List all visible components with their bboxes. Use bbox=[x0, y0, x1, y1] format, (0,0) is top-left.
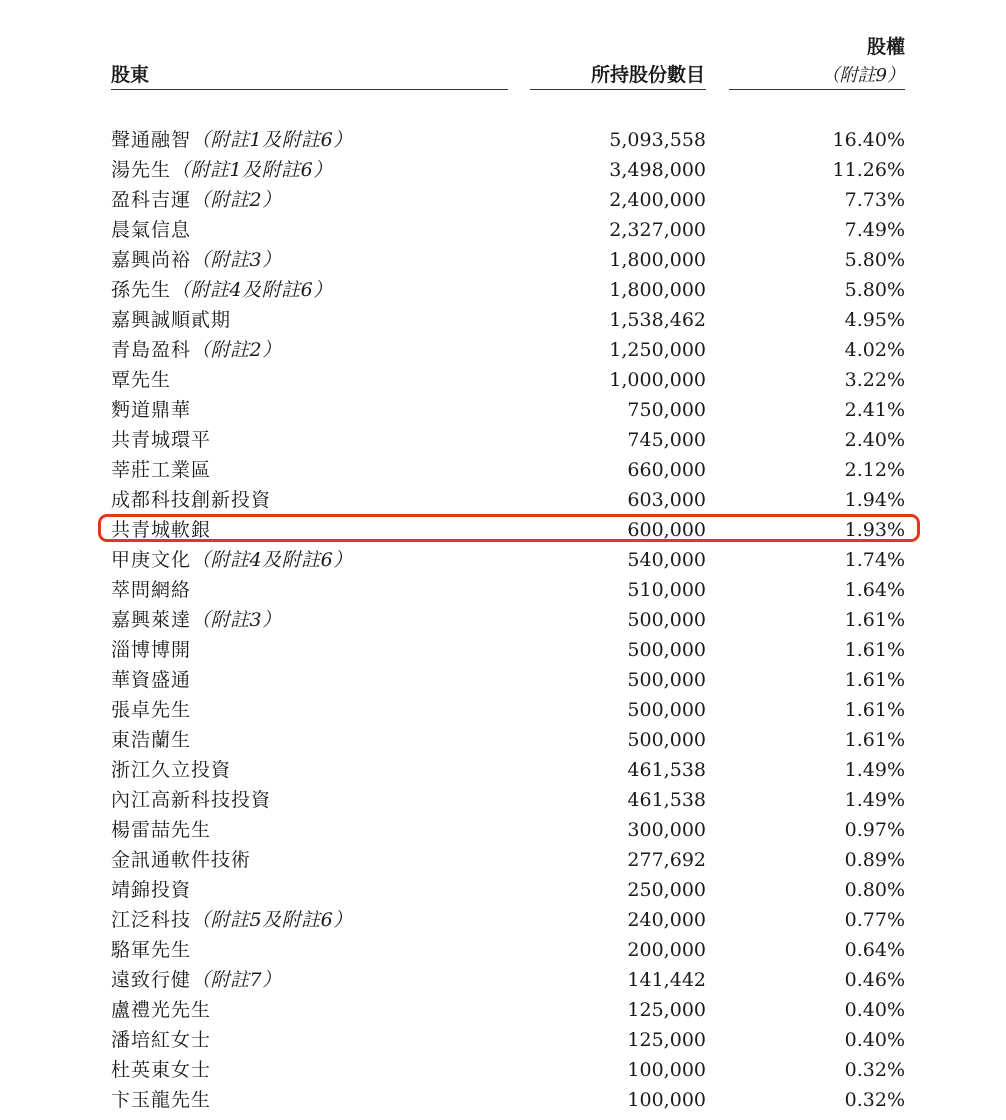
header-shares-held: 所持股份數目 bbox=[590, 64, 705, 86]
shares-held-cell: 100,000 bbox=[627, 1089, 706, 1111]
shareholder-note: （附註4及附註6） bbox=[171, 279, 333, 301]
equity-percent-cell: 0.77% bbox=[844, 909, 905, 931]
table-row bbox=[0, 575, 1006, 605]
shares-held-cell: 240,000 bbox=[627, 909, 706, 931]
shareholder-note: （附註4及附註6） bbox=[191, 549, 353, 571]
table-row bbox=[0, 605, 1006, 635]
table-body bbox=[0, 125, 1006, 1115]
shareholder-name-cell bbox=[111, 1085, 211, 1115]
shareholder-name-cell bbox=[111, 995, 211, 1025]
header-equity-note: （附註9） bbox=[821, 65, 905, 86]
shareholder-name-cell bbox=[111, 785, 271, 815]
table-row bbox=[0, 545, 1006, 575]
shareholder-name-cell bbox=[111, 755, 231, 785]
shareholder-name-cell bbox=[111, 545, 353, 575]
shareholder-name: 青島盈科 bbox=[111, 339, 192, 361]
table-row bbox=[0, 485, 1006, 515]
header-shareholder: 股東 bbox=[111, 64, 150, 86]
shareholder-name-cell bbox=[111, 485, 271, 515]
shareholder-name: 內江高新科技投資 bbox=[111, 789, 272, 811]
shares-held-cell: 510,000 bbox=[627, 579, 706, 601]
equity-percent-cell: 0.40% bbox=[844, 1029, 905, 1051]
table-row bbox=[0, 695, 1006, 725]
shareholder-name-cell bbox=[111, 635, 191, 665]
table-row bbox=[0, 785, 1006, 815]
table-row bbox=[0, 935, 1006, 965]
shares-held-cell: 3,498,000 bbox=[609, 159, 706, 181]
shareholder-name: 麪道鼎華 bbox=[111, 399, 192, 421]
table-row bbox=[0, 665, 1006, 695]
equity-percent-cell: 7.73% bbox=[844, 189, 905, 211]
equity-percent-cell: 1.61% bbox=[844, 669, 905, 691]
table-row bbox=[0, 1025, 1006, 1055]
shares-held-cell: 277,692 bbox=[627, 849, 706, 871]
equity-percent-cell: 0.40% bbox=[844, 999, 905, 1021]
shareholder-name: 卞玉龍先生 bbox=[111, 1089, 212, 1111]
shares-held-cell: 1,538,462 bbox=[609, 309, 706, 331]
shareholder-name: 華資盛通 bbox=[111, 669, 192, 691]
table-row bbox=[0, 875, 1006, 905]
shares-held-cell: 461,538 bbox=[627, 789, 706, 811]
shareholder-name: 甲庚文化 bbox=[111, 549, 192, 571]
shareholder-name-cell bbox=[111, 515, 211, 545]
shares-held-cell: 500,000 bbox=[627, 669, 706, 691]
equity-percent-cell: 1.61% bbox=[844, 639, 905, 661]
shareholder-name-cell bbox=[111, 875, 191, 905]
shareholder-name-cell bbox=[111, 665, 191, 695]
table-row bbox=[0, 515, 1006, 545]
shareholder-name-cell bbox=[111, 365, 171, 395]
shareholder-name-cell bbox=[111, 965, 282, 995]
equity-percent-cell: 1.94% bbox=[844, 489, 905, 511]
shareholder-note: （附註3） bbox=[191, 249, 282, 271]
shareholder-name: 金訊通軟件技術 bbox=[111, 849, 252, 871]
shareholder-name: 張卓先生 bbox=[111, 699, 192, 721]
shareholder-name-cell bbox=[111, 575, 191, 605]
shareholder-name: 共青城軟銀 bbox=[111, 519, 212, 541]
shares-held-cell: 125,000 bbox=[627, 999, 706, 1021]
shareholder-name-cell bbox=[111, 395, 191, 425]
shareholder-name: 杜英東女士 bbox=[111, 1059, 212, 1081]
shareholder-name: 孫先生 bbox=[111, 279, 172, 301]
equity-percent-cell: 2.40% bbox=[844, 429, 905, 451]
shareholder-name-cell bbox=[111, 1055, 211, 1085]
table-row bbox=[0, 425, 1006, 455]
table-row bbox=[0, 815, 1006, 845]
shareholder-name: 嘉興尚裕 bbox=[111, 249, 192, 271]
equity-percent-cell: 7.49% bbox=[844, 219, 905, 241]
shareholder-name-cell bbox=[111, 845, 251, 875]
shareholder-note: （附註2） bbox=[191, 189, 282, 211]
shares-held-cell: 2,400,000 bbox=[609, 189, 706, 211]
shares-held-cell: 300,000 bbox=[627, 819, 706, 841]
equity-percent-cell: 2.12% bbox=[844, 459, 905, 481]
header-rule-shareholder bbox=[111, 89, 508, 90]
equity-percent-cell: 5.80% bbox=[844, 249, 905, 271]
table-row bbox=[0, 845, 1006, 875]
shareholder-name-cell bbox=[111, 155, 333, 185]
shares-held-cell: 500,000 bbox=[627, 609, 706, 631]
shareholder-note: （附註1及附註6） bbox=[171, 159, 333, 181]
shareholder-name-cell bbox=[111, 905, 353, 935]
equity-percent-cell: 11.26% bbox=[832, 159, 905, 181]
table-row bbox=[0, 305, 1006, 335]
equity-percent-cell: 0.32% bbox=[844, 1059, 905, 1081]
equity-percent-cell: 1.61% bbox=[844, 729, 905, 751]
shareholder-name-cell bbox=[111, 185, 282, 215]
table-row bbox=[0, 635, 1006, 665]
shareholder-name-cell bbox=[111, 695, 191, 725]
shareholder-note: （附註7） bbox=[191, 969, 282, 991]
shares-held-cell: 1,800,000 bbox=[609, 249, 706, 271]
table-row bbox=[0, 1055, 1006, 1085]
table-row bbox=[0, 365, 1006, 395]
table-row bbox=[0, 245, 1006, 275]
table-row bbox=[0, 335, 1006, 365]
table-row bbox=[0, 755, 1006, 785]
equity-percent-cell: 1.74% bbox=[844, 549, 905, 571]
shareholder-name-cell bbox=[111, 815, 211, 845]
shares-held-cell: 1,250,000 bbox=[609, 339, 706, 361]
table-row bbox=[0, 155, 1006, 185]
equity-percent-cell: 0.80% bbox=[844, 879, 905, 901]
shareholder-name: 嘉興誠順貳期 bbox=[111, 309, 232, 331]
header-rule-shares bbox=[530, 89, 706, 90]
equity-percent-cell: 5.80% bbox=[844, 279, 905, 301]
equity-percent-cell: 2.41% bbox=[844, 399, 905, 421]
shareholder-name-cell bbox=[111, 935, 191, 965]
equity-percent-cell: 0.97% bbox=[844, 819, 905, 841]
shares-held-cell: 600,000 bbox=[627, 519, 706, 541]
shareholder-name: 駱軍先生 bbox=[111, 939, 192, 961]
shares-held-cell: 540,000 bbox=[627, 549, 706, 571]
shares-held-cell: 500,000 bbox=[627, 729, 706, 751]
shareholder-name: 萃問網絡 bbox=[111, 579, 192, 601]
shares-held-cell: 603,000 bbox=[627, 489, 706, 511]
equity-percent-cell: 4.02% bbox=[844, 339, 905, 361]
shareholder-name: 靖錦投資 bbox=[111, 879, 192, 901]
shares-held-cell: 200,000 bbox=[627, 939, 706, 961]
equity-percent-cell: 0.64% bbox=[844, 939, 905, 961]
equity-percent-cell: 1.64% bbox=[844, 579, 905, 601]
shares-held-cell: 461,538 bbox=[627, 759, 706, 781]
shareholder-name: 嘉興萊達 bbox=[111, 609, 192, 631]
shareholder-note: （附註1及附註6） bbox=[191, 129, 353, 151]
shares-held-cell: 500,000 bbox=[627, 699, 706, 721]
shareholder-name-cell bbox=[111, 1025, 211, 1055]
equity-percent-cell: 1.49% bbox=[844, 759, 905, 781]
equity-percent-cell: 0.32% bbox=[844, 1089, 905, 1111]
table-row bbox=[0, 1085, 1006, 1115]
shareholder-name-cell bbox=[111, 245, 282, 275]
shareholder-name-cell bbox=[111, 215, 191, 245]
shareholder-name: 楊雷喆先生 bbox=[111, 819, 212, 841]
shareholder-name: 覃先生 bbox=[111, 369, 172, 391]
shareholder-note: （附註3） bbox=[191, 609, 282, 631]
shareholder-name-cell bbox=[111, 275, 333, 305]
shareholder-name: 潘培紅女士 bbox=[111, 1029, 212, 1051]
shares-held-cell: 250,000 bbox=[627, 879, 706, 901]
shareholder-name: 聲通融智 bbox=[111, 129, 192, 151]
shareholder-name-cell bbox=[111, 335, 282, 365]
table-row bbox=[0, 995, 1006, 1025]
shares-held-cell: 750,000 bbox=[627, 399, 706, 421]
shareholder-name: 湯先生 bbox=[111, 159, 172, 181]
shares-held-cell: 1,000,000 bbox=[609, 369, 706, 391]
shareholder-note: （附註2） bbox=[191, 339, 282, 361]
shares-held-cell: 745,000 bbox=[627, 429, 706, 451]
shares-held-cell: 125,000 bbox=[627, 1029, 706, 1051]
table-row bbox=[0, 395, 1006, 425]
equity-percent-cell: 1.61% bbox=[844, 699, 905, 721]
shareholder-name: 晨氣信息 bbox=[111, 219, 192, 241]
table-row bbox=[0, 905, 1006, 935]
shares-held-cell: 660,000 bbox=[627, 459, 706, 481]
shareholder-name: 莘莊工業區 bbox=[111, 459, 212, 481]
shareholder-name: 成都科技創新投資 bbox=[111, 489, 272, 511]
table-row bbox=[0, 725, 1006, 755]
shareholder-name: 東浩蘭生 bbox=[111, 729, 192, 751]
equity-percent-cell: 16.40% bbox=[832, 129, 905, 151]
shareholder-name-cell bbox=[111, 305, 231, 335]
shareholder-name: 浙江久立投資 bbox=[111, 759, 232, 781]
table-row bbox=[0, 455, 1006, 485]
shareholder-name: 江泛科技 bbox=[111, 909, 192, 931]
shares-held-cell: 2,327,000 bbox=[609, 219, 706, 241]
shareholder-name-cell bbox=[111, 125, 353, 155]
table-row bbox=[0, 125, 1006, 155]
equity-percent-cell: 1.93% bbox=[844, 519, 905, 541]
equity-percent-cell: 0.46% bbox=[844, 969, 905, 991]
shareholder-note: （附註5及附註6） bbox=[191, 909, 353, 931]
table-row bbox=[0, 185, 1006, 215]
shares-held-cell: 5,093,558 bbox=[609, 129, 706, 151]
shareholder-name-cell bbox=[111, 425, 211, 455]
shareholder-name: 盈科吉運 bbox=[111, 189, 192, 211]
equity-percent-cell: 4.95% bbox=[844, 309, 905, 331]
table-row bbox=[0, 965, 1006, 995]
shareholder-name-cell bbox=[111, 605, 282, 635]
shareholder-name: 淄博博開 bbox=[111, 639, 192, 661]
shareholder-name-cell bbox=[111, 455, 211, 485]
shareholder-name-cell bbox=[111, 725, 191, 755]
header-rule-equity bbox=[729, 89, 905, 90]
header-equity: 股權 bbox=[866, 36, 905, 58]
shares-held-cell: 500,000 bbox=[627, 639, 706, 661]
shares-held-cell: 100,000 bbox=[627, 1059, 706, 1081]
equity-percent-cell: 1.61% bbox=[844, 609, 905, 631]
equity-percent-cell: 1.49% bbox=[844, 789, 905, 811]
equity-percent-cell: 3.22% bbox=[844, 369, 905, 391]
shareholder-name: 遠致行健 bbox=[111, 969, 192, 991]
shareholder-name: 共青城環平 bbox=[111, 429, 212, 451]
shares-held-cell: 1,800,000 bbox=[609, 279, 706, 301]
shares-held-cell: 141,442 bbox=[627, 969, 706, 991]
table-row bbox=[0, 215, 1006, 245]
table-row bbox=[0, 275, 1006, 305]
shareholder-name: 盧禮光先生 bbox=[111, 999, 212, 1021]
equity-percent-cell: 0.89% bbox=[844, 849, 905, 871]
